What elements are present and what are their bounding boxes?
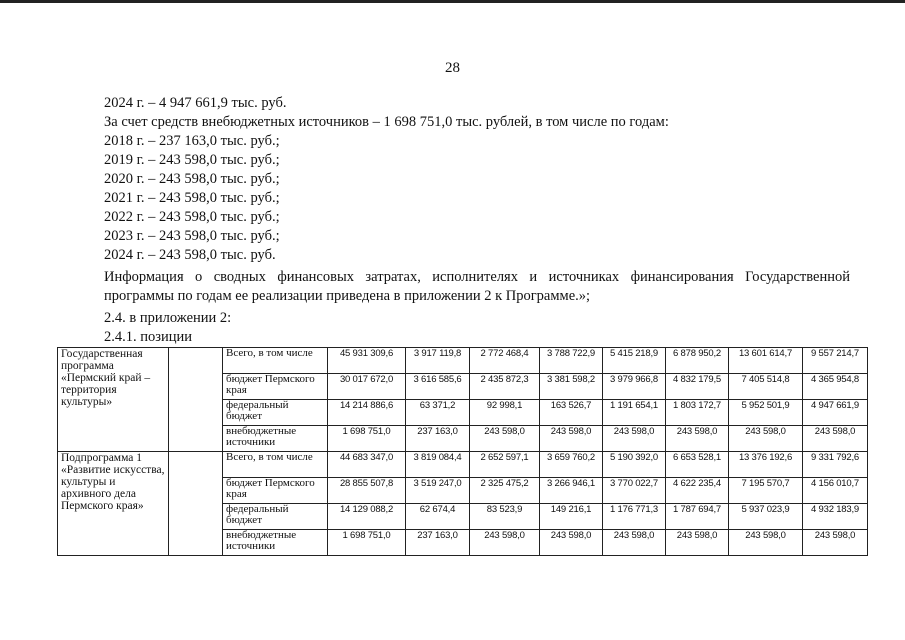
empty-cell [169, 452, 223, 556]
value-cell: 1 698 751,0 [328, 530, 406, 556]
value-cell: 2 772 468,4 [470, 348, 540, 374]
value-cell: 243 598,0 [603, 530, 666, 556]
value-cell: 5 190 392,0 [603, 452, 666, 478]
funding-line: 2018 г. – 237 163,0 тыс. руб.; [104, 133, 280, 149]
source-cell: внебюджетные источники [223, 426, 328, 452]
value-cell: 1 191 654,1 [603, 400, 666, 426]
program-name-cell: Государственная программа «Пермский край – территория культуры» [58, 348, 169, 452]
value-cell: 62 674,4 [406, 504, 470, 530]
value-cell: 30 017 672,0 [328, 374, 406, 400]
source-cell: Всего, в том числе [223, 452, 328, 478]
value-cell: 3 770 022,7 [603, 478, 666, 504]
value-cell: 83 523,9 [470, 504, 540, 530]
value-cell: 3 659 760,2 [540, 452, 603, 478]
value-cell: 3 819 084,4 [406, 452, 470, 478]
source-cell: бюджет Пермского края [223, 478, 328, 504]
value-cell: 243 598,0 [540, 530, 603, 556]
value-cell: 9 331 792,6 [803, 452, 868, 478]
empty-cell [169, 348, 223, 452]
value-cell: 3 979 966,8 [603, 374, 666, 400]
value-cell: 163 526,7 [540, 400, 603, 426]
value-cell: 5 952 501,9 [729, 400, 803, 426]
value-cell: 14 214 886,6 [328, 400, 406, 426]
value-cell: 4 832 179,5 [666, 374, 729, 400]
funding-line: 2023 г. – 243 598,0 тыс. руб.; [104, 228, 280, 244]
value-cell: 45 931 309,6 [328, 348, 406, 374]
value-cell: 6 878 950,2 [666, 348, 729, 374]
section-item: 2.4.1. позиции [104, 329, 193, 345]
funding-line: 2024 г. – 4 947 661,9 тыс. руб. [104, 95, 287, 111]
value-cell: 243 598,0 [603, 426, 666, 452]
value-cell: 243 598,0 [803, 530, 868, 556]
value-cell: 243 598,0 [666, 530, 729, 556]
value-cell: 149 216,1 [540, 504, 603, 530]
value-cell: 6 653 528,1 [666, 452, 729, 478]
value-cell: 243 598,0 [470, 426, 540, 452]
value-cell: 4 622 235,4 [666, 478, 729, 504]
section-item: 2.4. в приложении 2: [104, 310, 232, 326]
table-row [58, 452, 868, 478]
value-cell: 7 195 570,7 [729, 478, 803, 504]
value-cell: 3 788 722,9 [540, 348, 603, 374]
value-cell: 13 376 192,6 [729, 452, 803, 478]
value-cell: 4 947 661,9 [803, 400, 868, 426]
top-border-line [0, 0, 905, 3]
source-cell: Всего, в том числе [223, 348, 328, 374]
funding-line: 2022 г. – 243 598,0 тыс. руб.; [104, 209, 280, 225]
source-cell: внебюджетные источники [223, 530, 328, 556]
value-cell: 243 598,0 [803, 426, 868, 452]
value-cell: 1 698 751,0 [328, 426, 406, 452]
source-cell: федеральный бюджет [223, 400, 328, 426]
value-cell: 243 598,0 [729, 530, 803, 556]
value-cell: 1 787 694,7 [666, 504, 729, 530]
page-number: 28 [445, 60, 460, 76]
value-cell: 13 601 614,7 [729, 348, 803, 374]
financing-table [57, 347, 868, 556]
value-cell: 1 176 771,3 [603, 504, 666, 530]
funding-line: 2024 г. – 243 598,0 тыс. руб. [104, 247, 276, 263]
value-cell: 4 365 954,8 [803, 374, 868, 400]
value-cell: 4 932 183,9 [803, 504, 868, 530]
source-cell: федеральный бюджет [223, 504, 328, 530]
value-cell: 14 129 088,2 [328, 504, 406, 530]
value-cell: 3 616 585,6 [406, 374, 470, 400]
value-cell: 2 435 872,3 [470, 374, 540, 400]
value-cell: 63 371,2 [406, 400, 470, 426]
value-cell: 4 156 010,7 [803, 478, 868, 504]
value-cell: 1 803 172,7 [666, 400, 729, 426]
subprogram-name-cell: Подпрограмма 1 «Развитие искусства, культуры и архивного дела Пермского края» [58, 452, 169, 556]
value-cell: 243 598,0 [470, 530, 540, 556]
value-cell: 243 598,0 [666, 426, 729, 452]
funding-line: 2021 г. – 243 598,0 тыс. руб.; [104, 190, 280, 206]
value-cell: 44 683 347,0 [328, 452, 406, 478]
value-cell: 28 855 507,8 [328, 478, 406, 504]
value-cell: 3 381 598,2 [540, 374, 603, 400]
value-cell: 3 266 946,1 [540, 478, 603, 504]
value-cell: 3 917 119,8 [406, 348, 470, 374]
value-cell: 2 652 597,1 [470, 452, 540, 478]
value-cell: 243 598,0 [540, 426, 603, 452]
funding-line: 2019 г. – 243 598,0 тыс. руб.; [104, 152, 280, 168]
value-cell: 237 163,0 [406, 426, 470, 452]
info-paragraph-text: Информация о сводных финансовых затратах, исполнителях и источниках финансирования Государственной программы по годам ее реализации приведена в приложении 2 к Программе.»; [104, 269, 850, 304]
value-cell: 5 415 218,9 [603, 348, 666, 374]
value-cell: 92 998,1 [470, 400, 540, 426]
value-cell: 2 325 475,2 [470, 478, 540, 504]
value-cell: 7 405 514,8 [729, 374, 803, 400]
value-cell: 3 519 247,0 [406, 478, 470, 504]
value-cell: 237 163,0 [406, 530, 470, 556]
value-cell: 243 598,0 [729, 426, 803, 452]
table-row [58, 348, 868, 374]
source-cell: бюджет Пермского края [223, 374, 328, 400]
value-cell: 5 937 023,9 [729, 504, 803, 530]
value-cell: 9 557 214,7 [803, 348, 868, 374]
funding-line: За счет средств внебюджетных источников – 1 698 751,0 тыс. рублей, в том числе по годам: [104, 114, 669, 130]
funding-line: 2020 г. – 243 598,0 тыс. руб.; [104, 171, 280, 187]
info-paragraph [104, 268, 850, 306]
